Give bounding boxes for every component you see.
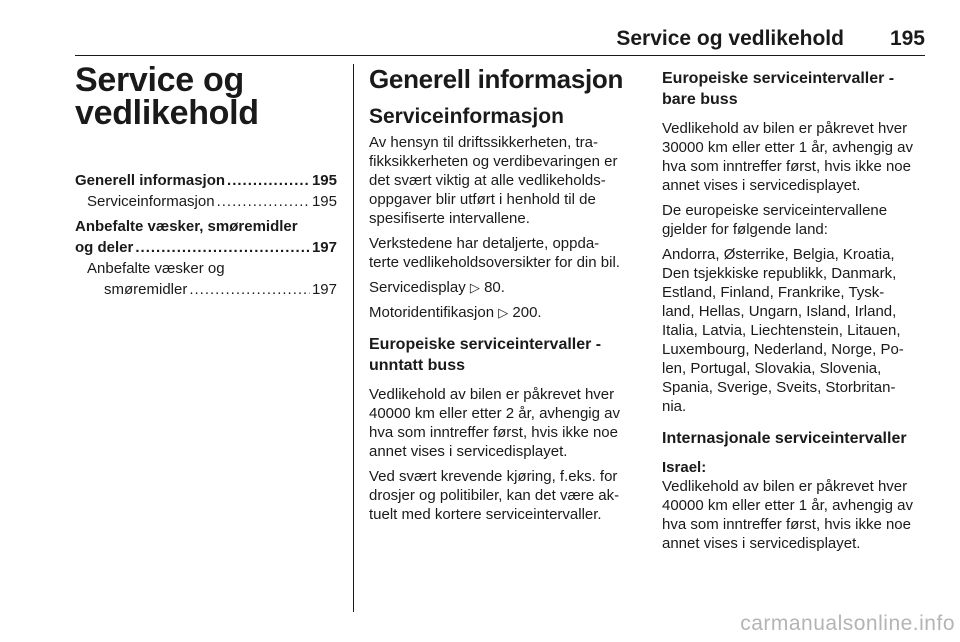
toc-entry-serviceinformasjon[interactable]: Serviceinformasjon ..... 195 (75, 191, 337, 212)
chapter-column (75, 60, 337, 300)
reference-servicedisplay[interactable]: Servicedisplay ▷ 80. (369, 279, 505, 296)
page-header (75, 27, 925, 53)
label-israel: Israel: (662, 459, 707, 476)
subsection-heading-serviceinformasjon: Serviceinformasjon (369, 105, 564, 128)
page-number: 195 (889, 27, 925, 50)
toc-entry-anbefalte-vesker-og-line1[interactable]: Anbefalte væsker og (87, 260, 225, 277)
header-rule (75, 55, 925, 56)
header-section-title: Service og vedlikehold (616, 27, 844, 50)
paragraph-land-liste: Andorra, Østerrike, Belgia, Kroatia, Den tsjekkiske republikk, Danmark, Estland, Finland, Frankrike, Tysk- land, Hellas, Ungarn, Island, Irland, Italia, Latvia, Liechtenstein, Litauen, Luxembourg, Nederland, Norge, Po- len, Portugal, Slovakia, Slovenia, Spania, Sverige, Sveits, Storbritan- nia. (662, 246, 904, 415)
subsection-heading-internasjonale: Internasjonale serviceintervaller (662, 430, 907, 447)
paragraph-krevende-kjoring: Ved svært krevende kjøring, f.eks. for drosjer og politibiler, kan det være ak- tuelt med kortere serviceintervaller. (369, 468, 620, 523)
toc-entry-generell-informasjon[interactable]: Generell informasjon ..... 195 (75, 170, 337, 191)
paragraph-vedlikehold-30000: Vedlikehold av bilen er påkrevet hver 30000 km eller etter 1 år, avhengig av hva som inntreffer først, hvis ikke noe annet vises i servicedisplayet. (662, 120, 913, 194)
paragraph-israel-vedlikehold: Vedlikehold av bilen er påkrevet hver 40000 km eller etter 1 år, avhengig av hva som inntreffer først, hvis ikke noe annet vises i servicedisplayet. (662, 478, 913, 552)
arrow-right-icon: ▷ (469, 280, 480, 295)
paragraph-driftssikkerhet: Av hensyn til driftssikkerheten, tra- fikksikkerheten og verdibevaringen er det svært viktig at alle vedlikeholds- oppgaver blir utført i henhold til de spesifiserte intervallene. (369, 134, 618, 227)
section-heading-generell-informasjon: Generell informasjon (369, 64, 624, 94)
arrow-right-icon: ▷ (498, 305, 509, 320)
content-column-3 (662, 60, 927, 559)
column-divider (353, 64, 354, 612)
reference-motoridentifikasjon[interactable]: Motoridentifikasjon ▷ 200. (369, 304, 542, 321)
toc-entry-anbefalte-vesker[interactable]: og deler ..... 197 (75, 237, 337, 258)
subsection-heading-europeiske-bare-buss: Europeiske serviceintervaller - bare buss (662, 70, 895, 108)
table-of-contents (75, 170, 337, 300)
watermark-footer: carmanualsonline.info (740, 612, 955, 635)
paragraph-verkstedene: Verkstedene har detaljerte, oppda- terte vedlikeholdsoversikter for din bil. (369, 235, 620, 271)
paragraph-vedlikehold-40000: Vedlikehold av bilen er påkrevet hver 40000 km eller etter 2 år, avhengig av hva som inntreffer først, hvis ikke noe annet vises i servicedisplayet. (369, 386, 620, 460)
paragraph-europeiske-gjelder: De europeiske serviceintervallene gjelder for følgende land: (662, 202, 888, 238)
toc-entry-anbefalte-vesker-line1[interactable]: Anbefalte væsker, smøremidler (75, 218, 298, 235)
content-column-2 (369, 60, 634, 530)
toc-entry-smoremidler[interactable]: smøremidler ..... 197 (75, 279, 337, 300)
chapter-title: Service og vedlikehold (75, 61, 259, 132)
subsection-heading-europeiske-unntatt-buss: Europeiske serviceintervaller - unntatt buss (369, 336, 602, 374)
